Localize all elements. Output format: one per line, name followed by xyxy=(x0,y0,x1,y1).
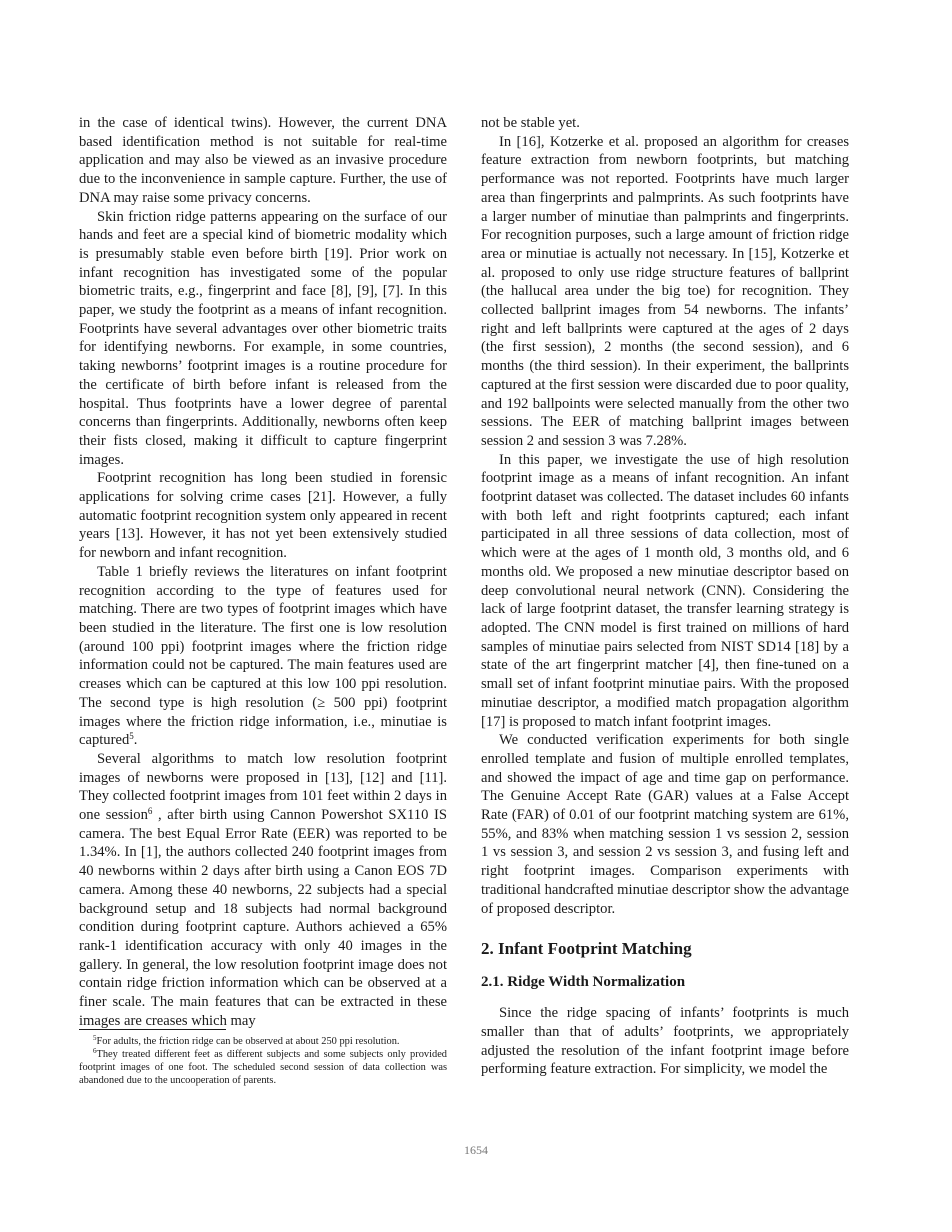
paragraph: Footprint recognition has long been studied in forensic applications for solving crime cases [21]. However, a fully automatic footprint recognition system only appeared in recent years [13]. However, it has not yet been extensively studied for newborn and infant recognition. xyxy=(79,470,447,562)
paragraph-text: , after birth using Cannon Powershot SX110 IS camera. The best Equal Error Rate (EER) was reported to be 1.34%. In [1], the authors collected 240 footprint images from 40 newborns within 2 days after birth using a Canon EOS 7D camera. Among these 40 newborns, 22 subjects had a special background setup and 18 subjects had normal background condition during footprint capture. Authors achieved a 65% rank-1 identification accuracy with only 40 images in the gallery. In general, the low resolution footprint image does not contain ridge friction information which can be observed at a finer scale. The main features that can be extracted in these images are creases which may xyxy=(79,807,447,1029)
footnote-marker: 5 xyxy=(129,731,134,742)
footnote-text: For adults, the friction ridge can be observed at about 250 ppi resolution. xyxy=(96,1036,400,1047)
paragraph-text: . xyxy=(133,732,138,749)
paragraph-text: Several algorithms to match low resolution footprint images of newborns were proposed in [13], [12] and [11]. They collected footprint images from 101 feet within 2 days in one session xyxy=(79,750,447,824)
paragraph: not be stable yet. xyxy=(481,115,580,131)
footnote xyxy=(79,1035,447,1048)
paragraph xyxy=(79,563,447,750)
section-heading: 2. Infant Footprint Matching xyxy=(481,939,692,959)
footnote-divider xyxy=(79,1029,226,1030)
paragraph-text: Table 1 briefly reviews the literatures on infant footprint recognition according to the type of features used for matching. There are two types of footprint images which have been studied in the literature. The first one is low resolution (around 100 ppi) footprint images where the friction ridge information could not be captured. The main features used are creases which can be captured at this low 100 ppi resolution. The second type is high resolution (≥ 500 ppi) footprint images where the friction ridge information, i.e., minutiae is captured xyxy=(79,563,447,749)
paragraph: Skin friction ridge patterns appearing on the surface of our hands and feet are a special kind of biometric modality which is presumably stable even before birth [19]. Prior work on infant recognition has investigated some of the popular biometric traits, e.g., fingerprint and face [8], [9], [7]. In this paper, we study the footprint as a means of infant recognition. Footprints have several advantages over other biometric traits for identifying newborns. For example, in some countries, taking newborns’ footprint images is a routine procedure for the certificate of birth before infant is released from the hospital. Thus footprints have a lower degree of parental concerns than fingerprints. Additionally, newborns often keep their fists closed, making it difficult to capture fingerprint images. xyxy=(79,208,447,468)
paragraph: We conducted verification experiments for both single enrolled template and fusion of multiple enrolled templates, and showed the impact of age and time gap on performance. The Genuine Accept Rate (GAR) values at a False Accept Rate (FAR) of 0.01 of our footprint matching system are 61%, 55%, and 83% when matching session 1 vs session 2, session 1 vs session 3, and session 2 vs session 3, and fusing left and right footprint images. Comparison experiments with traditional handcrafted minutiae descriptor show the advantage of proposed descriptor. xyxy=(481,732,849,917)
right-column xyxy=(481,114,849,1079)
paragraph: Since the ridge spacing of infants’ footprints is much smaller than that of adults’ footprints, we appropriately adjusted the resolution of the infant footprint image before performing feature extraction. For simplicity, we model the xyxy=(481,1005,849,1078)
footnote-marker: 5 xyxy=(93,1034,97,1042)
left-column xyxy=(79,114,447,1030)
footnote-text: They treated different feet as different subjects and some subjects only provided footprint images of one foot. The scheduled second session of data collection was abandoned due to the uncooperation of parents. xyxy=(79,1049,447,1087)
footnote-marker: 6 xyxy=(93,1047,97,1056)
footnote xyxy=(79,1048,447,1087)
subsection-heading: 2.1. Ridge Width Normalization xyxy=(481,974,686,991)
page-number: 1654 xyxy=(464,1143,488,1157)
paragraph: In [16], Kotzerke et al. proposed an algorithm for creases feature extraction from newborn footprints, but matching performance was not reported. Footprints have much larger area than fingerprints and palmprints. As such footprints have a larger number of minutiae than palmprints and fingerprints. For recognition purposes, such a large amount of friction ridge area or minutiae is actually not necessary. In [15], Kotzerke et al. proposed to only use ridge structure features of ballprint (the hallucal area under the big toe) for recognition. They collected ballprint images from 54 newborns. The infants’ right and left ballprints were captured at the ages of 2 days (the first session), 2 months (the second session), and 6 months (the third session). In their experiment, the ballprints captured at the first session were discarded due to poor quality, and 192 ballpoints were selected manually from the other two sessions. The EER of matching ballprint images between session 2 and session 3 was 7.28%. xyxy=(481,133,849,449)
footnotes xyxy=(79,1029,447,1087)
paragraph: in the case of identical twins). However, the current DNA based identification method is not suitable for real-time application and may also be viewed as an invasive procedure due to the inconvenience in sample capture. Further, the use of DNA may raise some privacy concerns. xyxy=(79,115,447,206)
paragraph xyxy=(79,750,447,1031)
footnote-marker: 6 xyxy=(147,806,153,817)
paragraph: In this paper, we investigate the use of high resolution footprint image as a means of infant recognition. An infant footprint dataset was collected. The dataset includes 60 infants with both left and right footprints captured; each infant participated in all three sessions of data collection, most of which were at the ages of 1 month old, 3 months old, and 6 months old. We proposed a new minutiae descriptor based on deep convolutional neural network (CNN). Considering the lack of large footprint dataset, the transfer learning strategy is adopted. The CNN model is first trained on millions of hard samples of minutiae pairs selected from NIST SD14 [18] by a state of the art fingerprint matcher [4], then fine-tuned on a small set of infant footprint minutiae pairs. With the proposed minutiae descriptor, a modified match propagation algorithm [17] is proposed to match infant footprint images. xyxy=(481,451,849,730)
